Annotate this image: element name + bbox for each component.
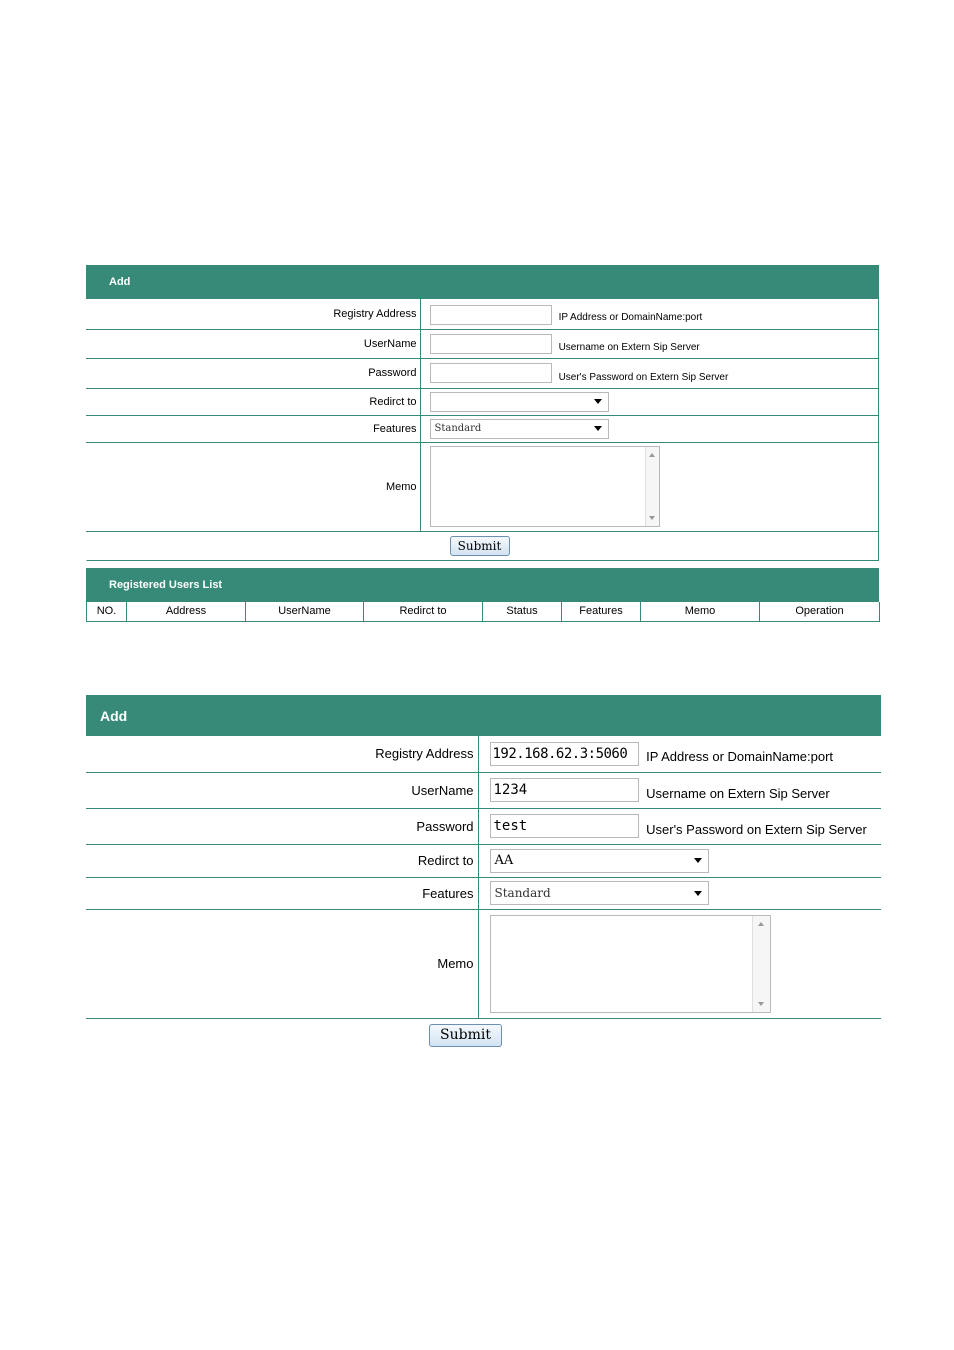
username-label: UserName <box>411 782 474 798</box>
table-header-row <box>87 602 880 622</box>
registry-address-row <box>86 299 878 329</box>
registered-users-table <box>86 602 880 623</box>
column-header: UserName <box>246 602 364 622</box>
submit-row <box>86 532 878 561</box>
redirect-select[interactable] <box>490 849 709 873</box>
add-panel-large <box>86 695 881 1051</box>
column-header: Features <box>562 602 641 622</box>
add-header <box>86 265 879 299</box>
memo-row <box>86 442 878 531</box>
password-row <box>86 808 881 844</box>
username-hint: Username on Extern Sip Server <box>646 785 830 801</box>
password-hint: User's Password on Extern Sip Server <box>646 821 867 837</box>
submit-button[interactable]: Submit <box>429 1024 502 1047</box>
password-label: Password <box>368 367 417 379</box>
password-row <box>86 358 878 388</box>
column-header: NO. <box>87 602 127 622</box>
column-header: Address <box>127 602 246 622</box>
username-row <box>86 772 881 808</box>
features-row <box>86 877 881 909</box>
features-label: Features <box>422 885 474 901</box>
redirect-select-value: AA <box>494 853 514 868</box>
username-row <box>86 329 878 358</box>
redirect-select[interactable] <box>430 392 609 412</box>
registry-address-input[interactable]: 192.168.62.3:5060 <box>490 742 639 766</box>
chevron-down-icon <box>594 426 602 431</box>
features-label: Features <box>373 422 417 435</box>
redirect-label: Redirct to <box>417 853 474 868</box>
features-select-value: Standard <box>494 886 551 900</box>
scroll-down-icon[interactable] <box>758 1002 764 1006</box>
memo-scrollbar[interactable] <box>645 447 659 526</box>
add-header <box>86 695 881 736</box>
redirect-label: Redirct to <box>369 395 417 408</box>
memo-textarea[interactable] <box>490 915 771 1013</box>
registry-address-hint: IP Address or DomainName:port <box>558 312 703 324</box>
features-row <box>86 415 878 442</box>
registered-users-title: Registered Users List <box>109 578 223 591</box>
redirect-row <box>86 844 881 877</box>
scroll-down-icon[interactable] <box>649 516 655 520</box>
username-input[interactable]: 1234 <box>490 778 639 802</box>
add-title: Add <box>109 276 131 288</box>
memo-scrollbar[interactable] <box>752 916 770 1012</box>
column-header: Redirct to <box>364 602 483 622</box>
add-title: Add <box>100 707 128 724</box>
registry-address-hint: IP Address or DomainName:port <box>646 749 834 765</box>
registry-address-row <box>86 736 881 772</box>
submit-button[interactable]: Submit <box>450 536 510 556</box>
password-input[interactable] <box>430 363 552 383</box>
scroll-up-icon[interactable] <box>649 453 655 457</box>
add-panel-small <box>86 265 879 622</box>
registry-address-input[interactable] <box>430 305 552 325</box>
features-select[interactable] <box>430 419 609 439</box>
password-input[interactable]: test <box>490 814 639 838</box>
username-input[interactable] <box>430 334 552 354</box>
username-label: UserName <box>363 337 417 350</box>
registry-address-label: Registry Address <box>375 746 474 762</box>
username-hint: Username on Extern Sip Server <box>558 342 700 353</box>
add-form <box>86 736 881 1019</box>
scroll-up-icon[interactable] <box>758 922 764 926</box>
memo-label: Memo <box>385 480 417 493</box>
memo-textarea[interactable] <box>430 446 660 527</box>
registered-users-header <box>86 568 879 602</box>
features-select-value: Standard <box>434 423 482 434</box>
column-header: Status <box>483 602 562 622</box>
chevron-down-icon <box>694 891 702 896</box>
registry-address-label: Registry Address <box>333 307 417 320</box>
chevron-down-icon <box>594 399 602 404</box>
submit-row <box>86 1019 881 1051</box>
password-hint: User's Password on Extern Sip Server <box>558 371 729 383</box>
chevron-down-icon <box>694 858 702 863</box>
redirect-row <box>86 388 878 415</box>
column-header: Operation <box>760 602 880 622</box>
password-label: Password <box>416 818 474 834</box>
features-select[interactable] <box>490 881 709 905</box>
memo-label: Memo <box>437 956 474 971</box>
add-form <box>86 299 878 532</box>
memo-row <box>86 909 881 1018</box>
column-header: Memo <box>641 602 760 622</box>
